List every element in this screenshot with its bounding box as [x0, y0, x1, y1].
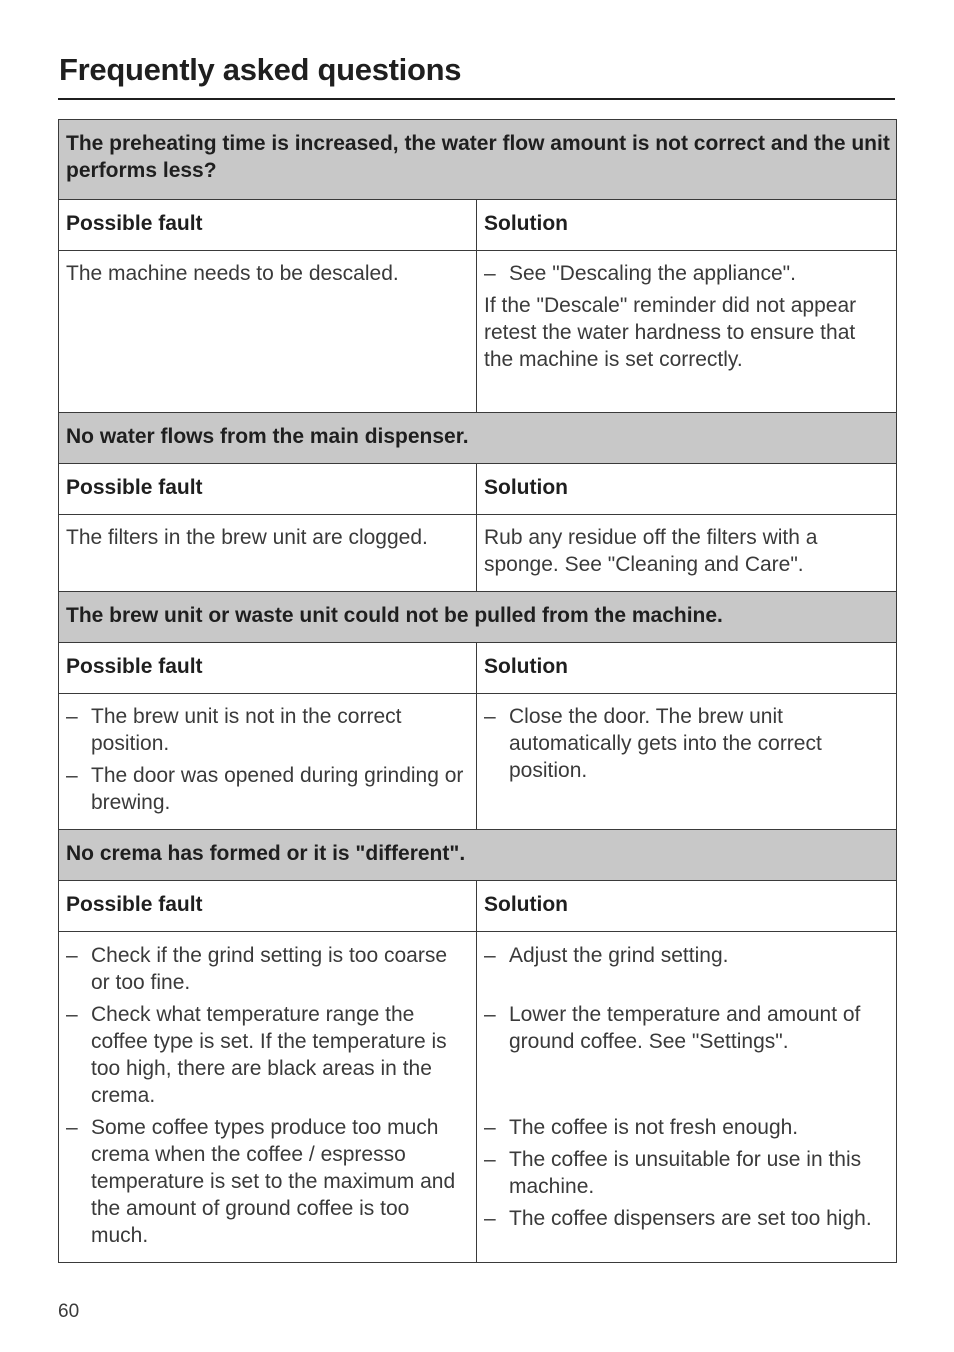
- solution-item: – Adjust the grind setting.: [484, 942, 890, 969]
- faq-header-row: [59, 643, 897, 694]
- solution-note: If the "Descale" reminder did not appear retest the water hardness to ensure that the machine is set correctly.: [484, 294, 857, 371]
- faq-question: The brew unit or waste unit could not be pulled from the machine.: [59, 592, 897, 643]
- faq-answer-row: [59, 694, 897, 830]
- solution-item: – Lower the temperature and amount of ground coffee. See "Settings".: [484, 1001, 890, 1055]
- faq-answer-row: [59, 251, 897, 413]
- faq-question-row: [59, 120, 897, 200]
- faq-question-row: [59, 830, 897, 881]
- solution-item: – Close the door. The brew unit automatically gets into the correct position.: [484, 703, 890, 784]
- fault-cell: [59, 694, 477, 830]
- fault-item: – The brew unit is not in the correct position.: [66, 703, 470, 757]
- page-number: 60: [58, 1301, 80, 1322]
- faq-question-row: [59, 592, 897, 643]
- page-title: Frequently asked questions: [59, 52, 462, 87]
- faq-question-row: [59, 413, 897, 464]
- fault-item: – The door was opened during grinding or brewing.: [66, 762, 470, 816]
- fault-cell: [59, 515, 477, 592]
- solution-text: Rub any residue off the filters with a sponge. See "Cleaning and Care".: [484, 526, 818, 576]
- faq-table: [58, 119, 897, 1263]
- faq-question: No water flows from the main dispenser.: [59, 413, 897, 464]
- solution-item: – The coffee is unsuitable for use in this machine.: [484, 1146, 890, 1200]
- solution-cell: [477, 515, 897, 592]
- fault-column-header: Possible fault: [59, 643, 477, 694]
- fault-cell: [59, 251, 477, 413]
- faq-header-row: [59, 464, 897, 515]
- faq-question: No crema has formed or it is "different".: [59, 830, 897, 881]
- fault-item: – Some coffee types produce too much crema when the coffee / espresso temperature is set to the maximum and the amount of ground coffee is too much.: [66, 1114, 470, 1249]
- fault-column-header: Possible fault: [59, 881, 477, 932]
- solution-cell: [477, 932, 897, 1263]
- solution-column-header: Solution: [477, 464, 897, 515]
- faq-question: The preheating time is increased, the water flow amount is not correct and the unit performs less?: [59, 120, 897, 200]
- fault-cell: [59, 932, 477, 1263]
- fault-column-header: Possible fault: [59, 464, 477, 515]
- solution-item: – See "Descaling the appliance".: [484, 260, 890, 287]
- solution-item: – The coffee is not fresh enough.: [484, 1114, 890, 1141]
- faq-answer-row: [59, 515, 897, 592]
- solution-cell: [477, 251, 897, 413]
- fault-text: The filters in the brew unit are clogged.: [66, 526, 428, 549]
- solution-column-header: Solution: [477, 200, 897, 251]
- solution-column-header: Solution: [477, 643, 897, 694]
- fault-item: – Check what temperature range the coffee type is set. If the temperature is too high, there are black areas in the crema.: [66, 1001, 470, 1109]
- solution-item: – The coffee dispensers are set too high.: [484, 1205, 890, 1232]
- solution-cell: [477, 694, 897, 830]
- title-divider: [58, 98, 895, 100]
- solution-column-header: Solution: [477, 881, 897, 932]
- faq-header-row: [59, 881, 897, 932]
- fault-column-header: Possible fault: [59, 200, 477, 251]
- fault-item: – Check if the grind setting is too coarse or too fine.: [66, 942, 470, 996]
- faq-answer-row: [59, 932, 897, 1263]
- faq-header-row: [59, 200, 897, 251]
- fault-text: The machine needs to be descaled.: [66, 262, 399, 285]
